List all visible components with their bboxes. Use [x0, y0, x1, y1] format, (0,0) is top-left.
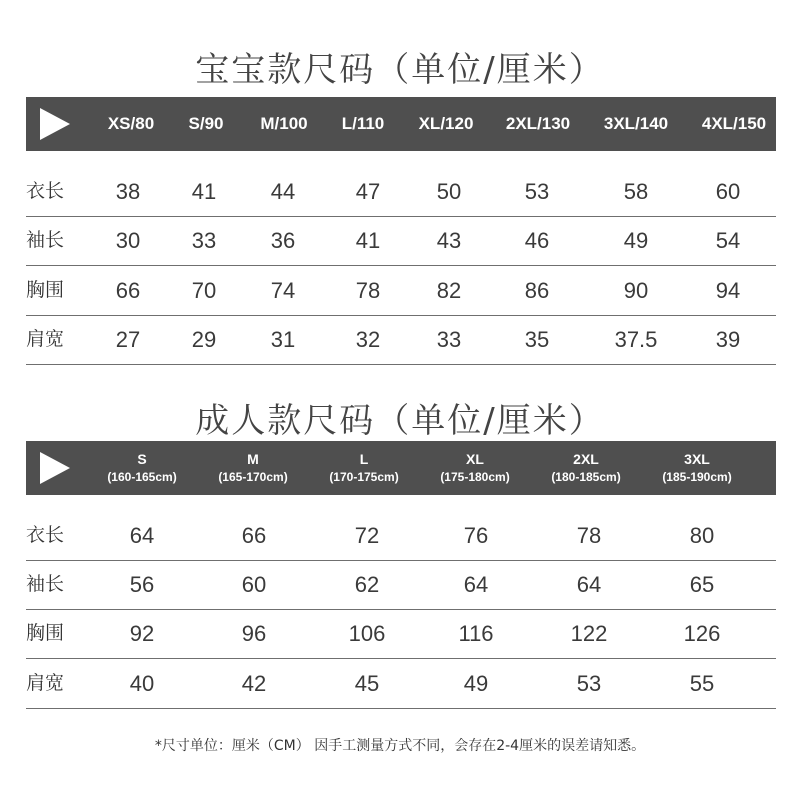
table-cell: 94	[715, 278, 741, 303]
table-cell: 50	[436, 179, 462, 204]
table-cell: 66	[115, 278, 141, 303]
baby-size-s: S/90	[188, 114, 224, 133]
table-cell: 116	[458, 621, 494, 646]
table-cell: 46	[524, 228, 550, 253]
baby-size-3xl: 3XL/140	[603, 114, 669, 133]
row-label: 肩宽	[26, 672, 65, 694]
adult-row-chest	[26, 609, 776, 659]
table-cell: 44	[270, 179, 296, 204]
size-label: M	[247, 451, 259, 467]
adult-size-header	[26, 441, 776, 495]
table-cell: 60	[241, 572, 267, 597]
table-cell: 42	[241, 671, 267, 696]
play-icon	[40, 108, 70, 140]
adult-size-3xl	[662, 441, 731, 495]
table-cell: 36	[270, 228, 296, 253]
table-cell: 49	[623, 228, 649, 253]
table-cell: 53	[576, 671, 602, 696]
adult-row-length	[26, 511, 776, 561]
table-cell: 90	[623, 278, 649, 303]
adult-row-sleeve	[26, 560, 776, 610]
height-range: (175-180cm)	[440, 470, 510, 484]
baby-row-sleeve	[26, 216, 776, 266]
height-range: (180-185cm)	[551, 470, 621, 484]
table-cell: 38	[115, 179, 141, 204]
baby-row-length	[26, 167, 776, 217]
table-cell: 29	[191, 327, 217, 352]
table-cell: 64	[576, 572, 602, 597]
table-cell: 66	[241, 523, 267, 548]
table-cell: 45	[354, 671, 380, 696]
size-label: S	[137, 451, 147, 467]
table-cell: 60	[715, 179, 741, 204]
height-range: (170-175cm)	[329, 470, 399, 484]
size-label: 3XL	[684, 451, 710, 467]
adult-size-s	[107, 441, 176, 495]
baby-row-chest	[26, 266, 776, 316]
row-label: 肩宽	[26, 328, 65, 350]
table-cell: 41	[191, 179, 217, 204]
table-cell: 40	[129, 671, 155, 696]
table-cell: 106	[348, 621, 386, 646]
table-cell: 78	[576, 523, 602, 548]
table-cell: 41	[355, 228, 381, 253]
table-cell: 32	[355, 327, 381, 352]
table-cell: 30	[115, 228, 141, 253]
table-cell: 33	[191, 228, 217, 253]
table-cell: 96	[241, 621, 267, 646]
table-cell: 64	[463, 572, 489, 597]
row-label: 胸围	[26, 279, 65, 301]
adult-row-shoulder	[26, 659, 776, 709]
table-cell: 82	[436, 278, 462, 303]
table-cell: 126	[683, 621, 721, 646]
baby-size-2xl: 2XL/130	[505, 114, 571, 133]
size-label: XL	[466, 451, 484, 467]
table-cell: 72	[354, 523, 380, 548]
baby-size-l: L/110	[341, 114, 385, 133]
table-cell: 49	[463, 671, 489, 696]
adult-size-xl	[440, 441, 509, 495]
height-range: (165-170cm)	[218, 470, 288, 484]
adult-size-title: 成人款尺码（单位/厘米）	[195, 401, 605, 441]
table-cell: 39	[715, 327, 741, 352]
baby-size-header	[26, 97, 776, 151]
table-cell: 65	[689, 572, 715, 597]
play-icon	[40, 452, 70, 484]
table-cell: 122	[570, 621, 608, 646]
table-cell: 35	[524, 327, 550, 352]
table-cell: 43	[436, 228, 462, 253]
baby-size-m: M/100	[260, 114, 308, 133]
table-cell: 55	[689, 671, 715, 696]
table-cell: 80	[689, 523, 715, 548]
table-cell: 54	[715, 228, 741, 253]
table-cell: 58	[623, 179, 649, 204]
table-cell: 92	[129, 621, 155, 646]
table-cell: 64	[129, 523, 155, 548]
table-cell: 74	[270, 278, 296, 303]
table-cell: 31	[270, 327, 296, 352]
table-cell: 76	[463, 523, 489, 548]
table-cell: 33	[436, 327, 462, 352]
adult-size-m	[218, 441, 287, 495]
baby-size-xs: XS/80	[107, 114, 155, 133]
height-range: (160-165cm)	[107, 470, 177, 484]
adult-size-l	[329, 441, 398, 495]
size-label: L	[359, 451, 369, 467]
table-cell: 56	[129, 572, 155, 597]
table-cell: 70	[191, 278, 217, 303]
row-label: 衣长	[26, 180, 65, 202]
measurement-note: *尺寸单位：厘米（CM） 因手工测量方式不同，会存在2-4厘米的误差请知悉。	[154, 738, 646, 754]
baby-size-title: 宝宝款尺码（单位/厘米）	[195, 50, 605, 90]
row-label: 胸围	[26, 622, 65, 644]
baby-size-xl: XL/120	[418, 114, 474, 133]
row-label: 衣长	[26, 524, 65, 546]
table-cell: 78	[355, 278, 381, 303]
table-cell: 53	[524, 179, 550, 204]
row-label: 袖长	[26, 573, 65, 595]
table-cell: 37.5	[614, 327, 658, 352]
table-cell: 27	[115, 327, 141, 352]
table-cell: 47	[355, 179, 381, 204]
adult-size-2xl	[551, 441, 620, 495]
baby-row-shoulder	[26, 315, 776, 365]
baby-size-4xl: 4XL/150	[701, 114, 767, 133]
table-cell: 86	[524, 278, 550, 303]
size-label: 2XL	[573, 451, 599, 467]
table-cell: 62	[354, 572, 380, 597]
height-range: (185-190cm)	[662, 470, 732, 484]
row-label: 袖长	[26, 229, 65, 251]
